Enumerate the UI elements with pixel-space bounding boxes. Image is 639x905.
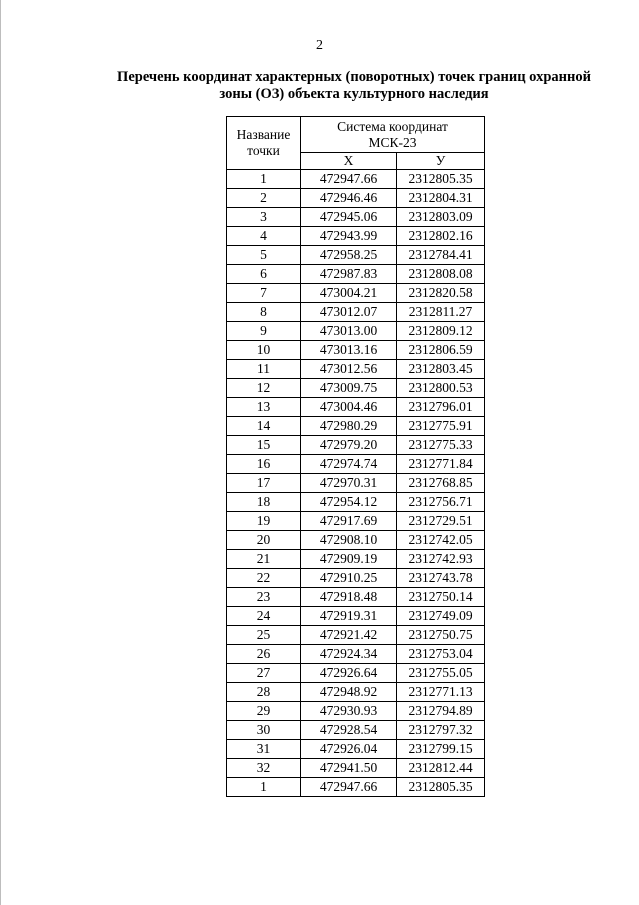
- point-number-cell: 15: [227, 436, 301, 455]
- title-line-1: Перечень координат характерных (поворотных) точек границ охранной: [117, 69, 591, 85]
- x-coordinate-cell: 472987.83: [301, 265, 397, 284]
- x-coordinate-cell: 472924.34: [301, 645, 397, 664]
- y-coordinate-cell: 2312802.16: [397, 227, 485, 246]
- y-coordinate-cell: 2312742.05: [397, 531, 485, 550]
- x-coordinate-cell: 472970.31: [301, 474, 397, 493]
- point-number-cell: 13: [227, 398, 301, 417]
- y-coordinate-cell: 2312809.12: [397, 322, 485, 341]
- table-row: [227, 303, 485, 322]
- point-number-cell: 31: [227, 740, 301, 759]
- x-coordinate-cell: 473004.46: [301, 398, 397, 417]
- coordinates-table: [226, 116, 485, 797]
- y-coordinate-cell: 2312803.45: [397, 360, 485, 379]
- point-number-cell: 5: [227, 246, 301, 265]
- x-coordinate-cell: 472947.66: [301, 778, 397, 797]
- point-number-cell: 17: [227, 474, 301, 493]
- y-coordinate-cell: 2312808.08: [397, 265, 485, 284]
- table-row: [227, 740, 485, 759]
- y-coordinate-cell: 2312806.59: [397, 341, 485, 360]
- table-row: [227, 550, 485, 569]
- page-left-edge: [0, 0, 1, 905]
- system-header-line-2: МСК-23: [368, 134, 417, 150]
- y-coordinate-cell: 2312743.78: [397, 569, 485, 588]
- point-number-cell: 22: [227, 569, 301, 588]
- y-coordinate-cell: 2312768.85: [397, 474, 485, 493]
- table-row: [227, 759, 485, 778]
- table-row: [227, 246, 485, 265]
- x-coordinate-cell: 472947.66: [301, 170, 397, 189]
- table-row: [227, 778, 485, 797]
- table-row: [227, 265, 485, 284]
- point-number-cell: 28: [227, 683, 301, 702]
- table-row: [227, 322, 485, 341]
- x-coordinate-cell: 472930.93: [301, 702, 397, 721]
- table-row: [227, 702, 485, 721]
- document-title: [100, 69, 608, 103]
- x-coordinate-cell: 472941.50: [301, 759, 397, 778]
- y-coordinate-cell: 2312742.93: [397, 550, 485, 569]
- point-number-cell: 30: [227, 721, 301, 740]
- x-column-header: Х: [301, 153, 397, 170]
- point-number-cell: 7: [227, 284, 301, 303]
- point-name-header-line-2: точки: [247, 143, 280, 158]
- table-row: [227, 531, 485, 550]
- x-coordinate-cell: 472928.54: [301, 721, 397, 740]
- x-coordinate-cell: 473004.21: [301, 284, 397, 303]
- point-number-cell: 2: [227, 189, 301, 208]
- y-coordinate-cell: 2312820.58: [397, 284, 485, 303]
- x-coordinate-cell: 472980.29: [301, 417, 397, 436]
- point-number-cell: 27: [227, 664, 301, 683]
- point-number-cell: 23: [227, 588, 301, 607]
- table-row: [227, 208, 485, 227]
- point-number-cell: 14: [227, 417, 301, 436]
- x-coordinate-cell: 472945.06: [301, 208, 397, 227]
- x-coordinate-cell: 473013.00: [301, 322, 397, 341]
- y-coordinate-cell: 2312811.27: [397, 303, 485, 322]
- point-number-cell: 3: [227, 208, 301, 227]
- y-coordinate-cell: 2312812.44: [397, 759, 485, 778]
- table-row: [227, 683, 485, 702]
- table-row: [227, 398, 485, 417]
- point-number-cell: 26: [227, 645, 301, 664]
- point-name-header: [227, 117, 301, 170]
- y-coordinate-cell: 2312750.75: [397, 626, 485, 645]
- point-number-cell: 8: [227, 303, 301, 322]
- table-row: [227, 721, 485, 740]
- table-row: [227, 455, 485, 474]
- y-coordinate-cell: 2312799.15: [397, 740, 485, 759]
- x-coordinate-cell: 472946.46: [301, 189, 397, 208]
- x-coordinate-cell: 472979.20: [301, 436, 397, 455]
- point-number-cell: 1: [227, 170, 301, 189]
- point-number-cell: 21: [227, 550, 301, 569]
- table-row: [227, 588, 485, 607]
- point-number-cell: 32: [227, 759, 301, 778]
- table-row: [227, 360, 485, 379]
- table-row: [227, 379, 485, 398]
- y-coordinate-cell: 2312729.51: [397, 512, 485, 531]
- table-row: [227, 645, 485, 664]
- x-coordinate-cell: 472974.74: [301, 455, 397, 474]
- y-coordinate-cell: 2312803.09: [397, 208, 485, 227]
- x-coordinate-cell: 472908.10: [301, 531, 397, 550]
- table-row: [227, 626, 485, 645]
- point-number-cell: 25: [227, 626, 301, 645]
- table-row: [227, 417, 485, 436]
- system-header-line-1: Система координат: [337, 118, 448, 134]
- y-coordinate-cell: 2312755.05: [397, 664, 485, 683]
- x-coordinate-cell: 472917.69: [301, 512, 397, 531]
- point-number-cell: 11: [227, 360, 301, 379]
- y-coordinate-cell: 2312794.89: [397, 702, 485, 721]
- table-row: [227, 664, 485, 683]
- table-body: [227, 170, 485, 797]
- y-column-header: У: [397, 153, 485, 170]
- table-row: [227, 569, 485, 588]
- point-number-cell: 19: [227, 512, 301, 531]
- x-coordinate-cell: 472958.25: [301, 246, 397, 265]
- x-coordinate-cell: 472909.19: [301, 550, 397, 569]
- point-number-cell: 1: [227, 778, 301, 797]
- y-coordinate-cell: 2312753.04: [397, 645, 485, 664]
- point-number-cell: 18: [227, 493, 301, 512]
- point-name-header-line-1: Название: [236, 127, 291, 142]
- table-row: [227, 474, 485, 493]
- x-coordinate-cell: 472926.04: [301, 740, 397, 759]
- point-number-cell: 20: [227, 531, 301, 550]
- x-coordinate-cell: 472919.31: [301, 607, 397, 626]
- y-coordinate-cell: 2312797.32: [397, 721, 485, 740]
- y-coordinate-cell: 2312784.41: [397, 246, 485, 265]
- y-coordinate-cell: 2312800.53: [397, 379, 485, 398]
- page-number: 2: [316, 38, 323, 53]
- table-row: [227, 512, 485, 531]
- x-coordinate-cell: 473009.75: [301, 379, 397, 398]
- y-coordinate-cell: 2312775.91: [397, 417, 485, 436]
- x-coordinate-cell: 473012.56: [301, 360, 397, 379]
- point-number-cell: 12: [227, 379, 301, 398]
- y-coordinate-cell: 2312771.13: [397, 683, 485, 702]
- point-number-cell: 9: [227, 322, 301, 341]
- x-coordinate-cell: 472943.99: [301, 227, 397, 246]
- x-coordinate-cell: 472918.48: [301, 588, 397, 607]
- table-row: [227, 189, 485, 208]
- x-coordinate-cell: 472954.12: [301, 493, 397, 512]
- point-number-cell: 10: [227, 341, 301, 360]
- table-row: [227, 284, 485, 303]
- table-row: [227, 607, 485, 626]
- x-coordinate-cell: 473012.07: [301, 303, 397, 322]
- point-number-cell: 24: [227, 607, 301, 626]
- y-coordinate-cell: 2312750.14: [397, 588, 485, 607]
- y-coordinate-cell: 2312805.35: [397, 778, 485, 797]
- y-coordinate-cell: 2312771.84: [397, 455, 485, 474]
- point-number-cell: 29: [227, 702, 301, 721]
- coordinate-system-header: [301, 117, 485, 153]
- point-number-cell: 16: [227, 455, 301, 474]
- x-coordinate-cell: 472926.64: [301, 664, 397, 683]
- table-row: [227, 170, 485, 189]
- y-coordinate-cell: 2312756.71: [397, 493, 485, 512]
- table-row: [227, 436, 485, 455]
- y-coordinate-cell: 2312805.35: [397, 170, 485, 189]
- point-number-cell: 6: [227, 265, 301, 284]
- title-line-2: зоны (ОЗ) объекта культурного наследия: [219, 86, 489, 102]
- table-row: [227, 341, 485, 360]
- table-row: [227, 493, 485, 512]
- x-coordinate-cell: 472921.42: [301, 626, 397, 645]
- x-coordinate-cell: 472948.92: [301, 683, 397, 702]
- table-row: [227, 227, 485, 246]
- x-coordinate-cell: 472910.25: [301, 569, 397, 588]
- y-coordinate-cell: 2312749.09: [397, 607, 485, 626]
- point-number-cell: 4: [227, 227, 301, 246]
- y-coordinate-cell: 2312804.31: [397, 189, 485, 208]
- y-coordinate-cell: 2312775.33: [397, 436, 485, 455]
- y-coordinate-cell: 2312796.01: [397, 398, 485, 417]
- x-coordinate-cell: 473013.16: [301, 341, 397, 360]
